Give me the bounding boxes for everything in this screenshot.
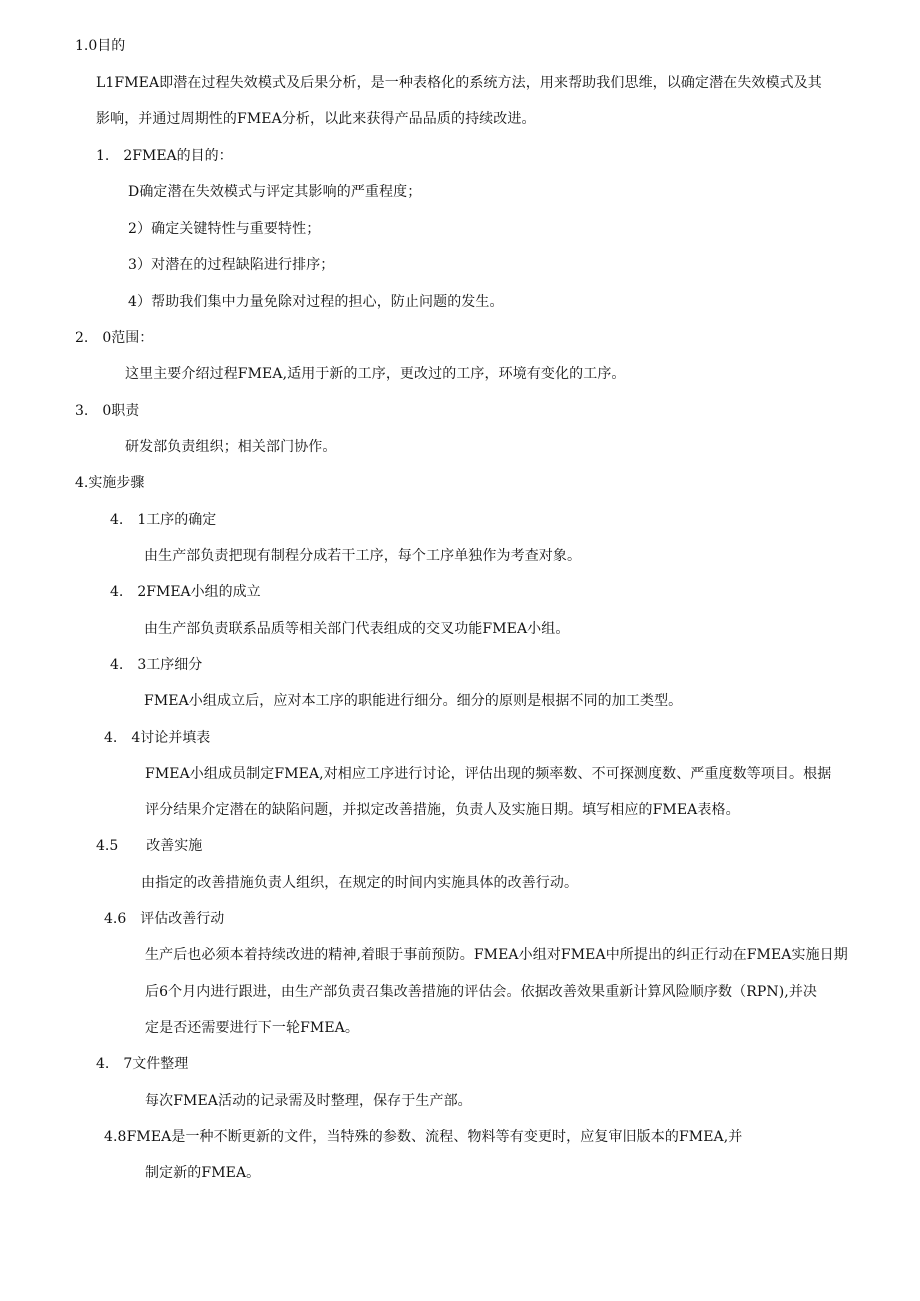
section-4-3-text: FMEA小组成立后，应对本工序的职能进行细分。细分的原则是根据不同的加工类型。 [144, 693, 683, 709]
section-4-6-text-line-2: 后6个月内进行跟进，由生产部负责召集改善措施的评估会。依据改善效果重新计算风险顺序数（RPN),并决 [145, 984, 818, 1000]
section-3-heading: 3. 0职责 [75, 403, 140, 419]
section-1-1-text-line-1: L1FMEA即潜在过程失效模式及后果分析，是一种表格化的系统方法，用来帮助我们思维，以确定潜在失效模式及其 [96, 75, 822, 91]
section-4-3-heading: 4. 3工序细分 [110, 657, 203, 673]
section-4-5-text: 由指定的改善措施负责人组织，在规定的时间内实施具体的改善行动。 [141, 875, 579, 891]
section-4-heading: 4.实施步骤 [75, 475, 145, 491]
section-1-1-text-line-2: 影响，并通过周期性的FMEA分析，以此来获得产品品质的持续改进。 [96, 111, 536, 127]
purpose-item-4: 4）帮助我们集中力量免除对过程的担心，防止问题的发生。 [128, 294, 504, 310]
section-1-heading: 1.0目的 [75, 38, 126, 54]
section-4-6-text-line-3: 定是否还需要进行下一轮FMEA。 [145, 1020, 359, 1036]
section-3-text: 研发部负责组织；相关部门协作。 [125, 439, 337, 455]
section-4-1-text: 由生产部负责把现有制程分成若干工序，每个工序单独作为考查对象。 [144, 548, 582, 564]
section-1-2-heading: 1. 2FMEA的目的： [96, 148, 233, 164]
section-4-7-text: 每次FMEA活动的记录需及时整理，保存于生产部。 [145, 1093, 472, 1109]
section-4-6-text-line-1: 生产后也必须本着持续改进的精神,着眼于事前预防。FMEA小组对FMEA中所提出的纠正行动在FMEA实施日期 [145, 947, 848, 963]
section-4-4-heading: 4. 4讨论并填表 [104, 730, 211, 746]
section-4-7-heading: 4. 7文件整理 [96, 1056, 189, 1072]
section-2-heading: 2. 0范围： [75, 330, 154, 346]
purpose-item-2: 2）确定关键特性与重要特性； [128, 221, 321, 237]
section-4-6-heading: 4.6 评估改善行动 [104, 911, 225, 927]
section-4-4-text-line-2: 评分结果介定潜在的缺陷问题，并拟定改善措施，负责人及实施日期。填写相应的FMEA表格。 [145, 802, 740, 818]
purpose-item-1: D确定潜在失效模式与评定其影响的严重程度； [128, 184, 422, 200]
section-4-2-text: 由生产部负责联系品质等相关部门代表组成的交叉功能FMEA小组。 [144, 621, 570, 637]
section-4-2-heading: 4. 2FMEA小组的成立 [110, 584, 261, 600]
section-2-text: 这里主要介绍过程FMEA,适用于新的工序，更改过的工序，环境有变化的工序。 [125, 366, 626, 382]
section-4-8-text-line-2: 制定新的FMEA。 [145, 1165, 261, 1181]
section-4-1-heading: 4. 1工序的确定 [110, 512, 217, 528]
section-4-4-text-line-1: FMEA小组成员制定FMEA,对相应工序进行讨论，评估出现的频率数、不可探测度数、严重度数等项目。根据 [145, 766, 832, 782]
section-4-5-heading: 4.5 改善实施 [96, 838, 203, 854]
section-4-8-text-line-1: 4.8FMEA是一种不断更新的文件，当特殊的参数、流程、物料等有变更时，应复审旧版本的FMEA,并 [104, 1129, 743, 1145]
purpose-item-3: 3）对潜在的过程缺陷进行排序； [128, 257, 335, 273]
